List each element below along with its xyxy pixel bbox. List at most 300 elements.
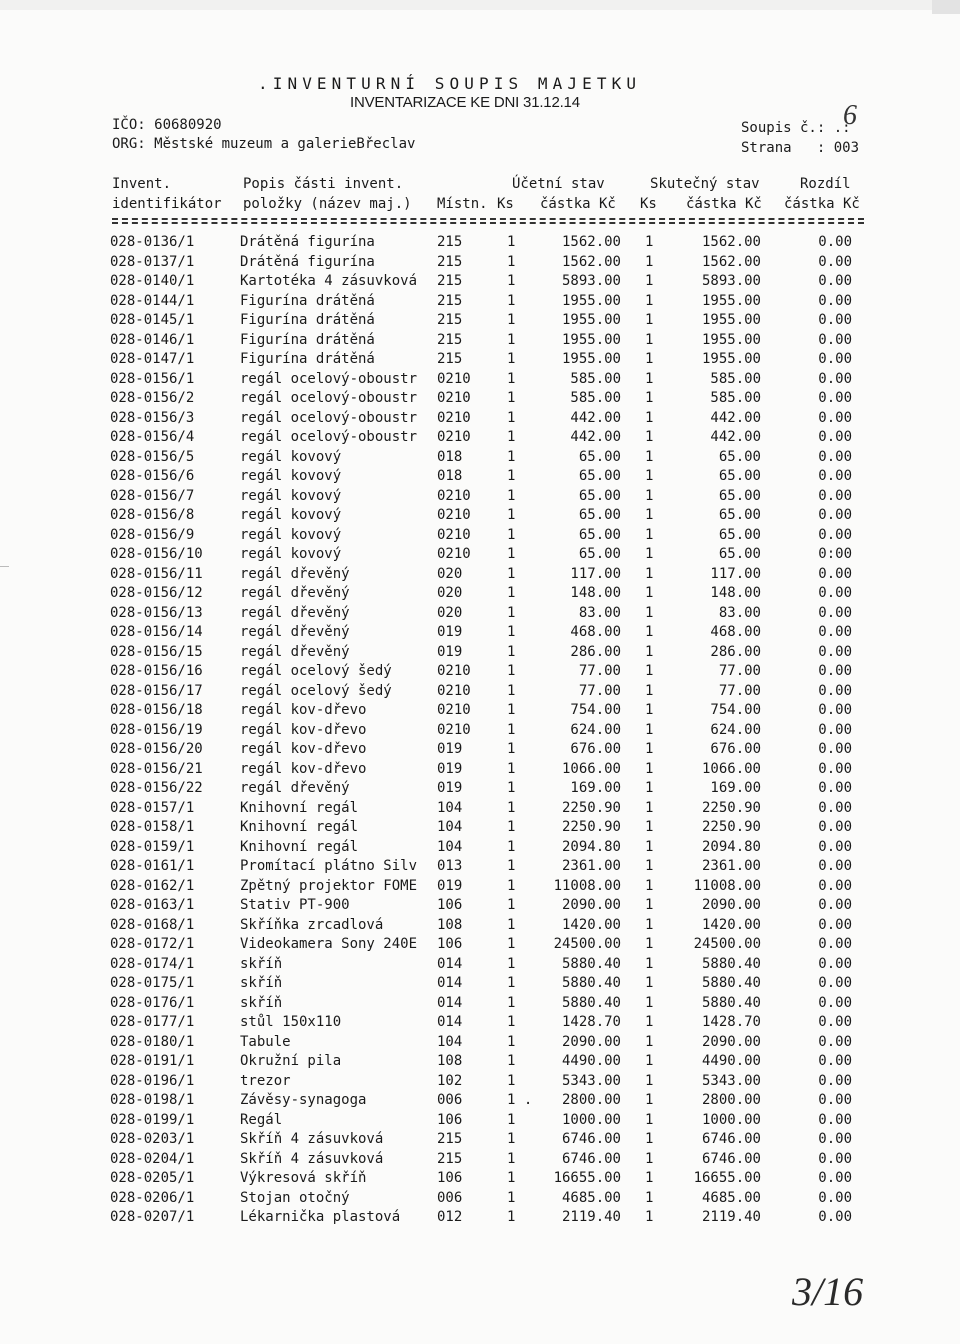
actual-amount-cell: 2361.00 [701,858,761,874]
inventory-id-cell: 028-0157/1 [110,799,195,816]
organization-name: ORG: Městské muzeum a galerieBřeclav [112,136,416,152]
book-qty-cell: 1 [507,1209,516,1225]
actual-amount-cell: 1000.00 [701,1111,761,1128]
table-row [0,292,960,312]
difference-cell: 0.00 [818,780,852,796]
book-amount-cell: 6746.00 [561,1131,621,1147]
actual-qty-cell: 1 [645,955,654,972]
actual-qty-cell: 1 [645,546,654,562]
actual-qty-cell: 1 [645,858,654,874]
book-amount-cell: 676.00 [570,741,621,757]
room-cell: 0210 [437,702,471,718]
actual-qty-cell: 1 [645,760,654,777]
room-cell: 104 [437,819,463,835]
difference-cell: 0.00 [818,565,852,582]
description-cell: Stojan otočný [240,1189,350,1206]
actual-qty-cell: 1 [645,253,654,270]
actual-amount-cell: 5880.40 [701,994,761,1011]
room-cell: 014 [437,975,463,991]
book-qty-cell: 1 [507,526,516,543]
difference-cell: 0.00 [818,643,852,660]
inventory-id-cell: 028-0203/1 [110,1131,195,1147]
difference-cell: 0.00 [818,760,852,777]
actual-amount-cell: 2250.90 [701,799,761,816]
inventory-id-cell: 028-0156/3 [110,409,195,426]
difference-cell: 0.00 [818,429,852,445]
book-qty-cell: 1 [507,838,516,855]
actual-amount-cell: 65.00 [718,448,761,465]
book-amount-cell: 4490.00 [561,1053,621,1069]
actual-amount-cell: 5880.40 [701,955,761,972]
book-qty-cell: 1 [507,507,516,523]
actual-amount-cell: 65.00 [718,546,761,562]
inventory-id-cell: 028-0156/14 [110,624,203,640]
table-row [0,935,960,955]
actual-qty-cell: 1 [645,994,654,1011]
description-cell: regál ocelový-oboustr [240,429,418,445]
inventory-id-cell: 028-0198/1 [110,1092,195,1108]
actual-qty-cell: 1 [645,448,654,465]
book-amount-cell: 468.00 [570,624,621,640]
description-cell: Závěsy-synagoga [240,1092,367,1108]
room-cell: 014 [437,1014,463,1030]
table-row [0,331,960,351]
room-cell: 102 [437,1072,463,1089]
actual-amount-cell: 1420.00 [701,916,761,933]
inventory-id-cell: 028-0176/1 [110,994,195,1011]
inventory-id-cell: 028-0156/12 [110,585,203,601]
actual-amount-cell: 1955.00 [701,312,761,328]
actual-amount-cell: 169.00 [710,780,761,796]
table-row [0,682,960,702]
actual-qty-cell: 1 [645,234,654,250]
book-amount-cell: 2094.80 [561,838,621,855]
book-amount-cell: 148.00 [570,585,621,601]
inventory-id-cell: 028-0136/1 [110,234,195,250]
actual-qty-cell: 1 [645,565,654,582]
inventory-id-cell: 028-0156/10 [110,546,203,562]
book-qty-cell: 1 [507,955,516,972]
difference-cell: 0.00 [818,936,852,952]
table-row [0,799,960,819]
difference-cell: 0.00 [818,1092,852,1108]
book-amount-cell: 1562.00 [561,253,621,270]
table-row [0,721,960,741]
room-cell: 013 [437,858,463,874]
book-amount-cell: 4685.00 [561,1189,621,1206]
inventory-id-cell: 028-0205/1 [110,1170,195,1186]
book-qty-cell: 1 [507,370,516,387]
room-cell: 019 [437,877,463,894]
book-amount-cell: 286.00 [570,643,621,660]
difference-cell: 0.00 [818,955,852,972]
description-cell: trezor [240,1072,291,1089]
inventory-id-cell: 028-0207/1 [110,1209,195,1225]
actual-amount-cell: 2119.40 [701,1209,761,1225]
book-qty-cell: 1 [507,565,516,582]
difference-cell: 0.00 [818,1170,852,1186]
difference-cell: 0:00 [818,546,852,562]
room-cell: 019 [437,741,463,757]
book-qty-cell: 1 [507,1053,516,1069]
room-cell: 215 [437,1131,463,1147]
difference-cell: 0.00 [818,253,852,270]
table-row [0,409,960,429]
description-cell: Videokamera Sony 240E [240,936,418,952]
description-cell: regál ocelový-oboustr [240,370,418,387]
difference-cell: 0.00 [818,877,852,894]
description-cell: Skříňka zrcadlová [240,916,384,933]
inventory-id-cell: 028-0162/1 [110,877,195,894]
actual-amount-cell: 2250.90 [701,819,761,835]
actual-amount-cell: 16655.00 [693,1170,761,1186]
room-cell: 020 [437,565,463,582]
description-cell: Figurína drátěná [240,331,375,348]
table-row [0,350,960,370]
book-qty-cell: 1 [507,1189,516,1206]
difference-cell: 0.00 [818,1014,852,1030]
difference-cell: 0.00 [818,331,852,348]
inventory-id-cell: 028-0145/1 [110,312,195,328]
actual-amount-cell: 1428.70 [701,1014,761,1030]
actual-qty-cell: 1 [645,585,654,601]
book-amount-cell: 65.00 [578,507,621,523]
inventory-id-cell: 028-0156/20 [110,741,203,757]
actual-amount-cell: 83.00 [718,604,761,621]
description-cell: regál ocelový-oboustr [240,409,418,426]
actual-qty-cell: 1 [645,838,654,855]
actual-qty-cell: 1 [645,799,654,816]
room-cell: 215 [437,273,463,289]
room-cell: 104 [437,838,463,855]
difference-cell: 0.00 [818,819,852,835]
table-row [0,1033,960,1053]
difference-cell: 0.00 [818,390,852,406]
actual-amount-cell: 1066.00 [701,760,761,777]
description-cell: regál kov-dřevo [240,721,367,738]
book-amount-cell: 117.00 [570,565,621,582]
book-qty-cell: 1 [507,351,516,367]
inventory-id-cell: 028-0137/1 [110,253,195,270]
description-cell: regál kovový [240,448,342,465]
inventory-id-cell: 028-0140/1 [110,273,195,289]
actual-qty-cell: 1 [645,409,654,426]
actual-qty-cell: 1 [645,877,654,894]
book-qty-cell: 1 [507,741,516,757]
room-cell: 108 [437,1053,463,1069]
book-amount-cell: 754.00 [570,702,621,718]
description-cell: regál kovový [240,468,342,484]
book-qty-cell: 1 [507,273,516,289]
description-cell: regál kovový [240,546,342,562]
difference-cell: 0.00 [818,741,852,757]
description-cell: Promítací plátno Silv [240,858,418,874]
actual-amount-cell: 1955.00 [701,292,761,309]
book-amount-cell: 585.00 [570,390,621,406]
inventory-id-cell: 028-0156/7 [110,487,195,504]
actual-amount-cell: 286.00 [710,643,761,660]
description-cell: Tabule [240,1033,291,1050]
inventory-id-cell: 028-0156/16 [110,663,203,679]
description-cell: Knihovní regál [240,799,359,816]
inventory-id-cell: 028-0174/1 [110,955,195,972]
book-amount-cell: 1955.00 [561,331,621,348]
difference-cell: 0.00 [818,1033,852,1050]
description-cell: regál dřevěný [240,643,350,660]
inventory-id-cell: 028-0156/5 [110,448,195,465]
book-qty-cell: 1 [507,877,516,894]
book-amount-cell: 16655.00 [553,1170,621,1186]
difference-cell: 0.00 [818,487,852,504]
difference-cell: 0.00 [818,975,852,991]
room-cell: 0210 [437,546,471,562]
difference-cell: 0.00 [818,604,852,621]
room-cell: 106 [437,897,463,913]
book-qty-cell: 1 [507,1150,516,1167]
document-title: .INVENTURNÍ SOUPIS MAJETKU [258,74,642,93]
description-cell: regál kovový [240,507,342,523]
book-qty-cell: 1 [507,390,516,406]
room-cell: 019 [437,760,463,777]
col-header-castka-rozdil: částka Kč [784,196,860,212]
actual-amount-cell: 585.00 [710,370,761,387]
difference-cell: 0.00 [818,838,852,855]
book-amount-cell: 5343.00 [561,1072,621,1089]
room-cell: 104 [437,799,463,816]
table-row [0,1208,960,1228]
description-cell: Okružní pila [240,1053,342,1069]
table-row [0,740,960,760]
book-amount-cell: 65.00 [578,448,621,465]
book-qty-cell: 1 [507,409,516,426]
actual-qty-cell: 1 [645,1111,654,1128]
inventory-id-cell: 028-0175/1 [110,975,195,991]
book-amount-cell: 2250.90 [561,799,621,816]
difference-cell: 0.00 [818,682,852,699]
actual-qty-cell: 1 [645,604,654,621]
actual-amount-cell: 117.00 [710,565,761,582]
table-row [0,584,960,604]
book-qty-cell: 1 [507,721,516,738]
inventory-id-cell: 028-0199/1 [110,1111,195,1128]
description-cell: regál kovový [240,526,342,543]
room-cell: 0210 [437,663,471,679]
description-cell: skříň [240,955,283,972]
room-cell: 108 [437,916,463,933]
description-cell: Regál [240,1111,283,1128]
difference-cell: 0.00 [818,721,852,738]
actual-amount-cell: 4490.00 [701,1053,761,1069]
room-cell: 018 [437,448,463,465]
description-cell: Drátěná figurína [240,253,375,270]
room-cell: 020 [437,585,463,601]
table-row [0,1052,960,1072]
actual-qty-cell: 1 [645,370,654,387]
inventory-id-cell: 028-0156/11 [110,565,203,582]
actual-qty-cell: 1 [645,1053,654,1069]
room-cell: 215 [437,253,463,270]
room-cell: 019 [437,780,463,796]
difference-cell: 0.00 [818,1072,852,1089]
table-row [0,604,960,624]
room-cell: 106 [437,1170,463,1186]
inventory-id-cell: 028-0177/1 [110,1014,195,1030]
col-header-identifikator: identifikátor [112,196,222,212]
actual-qty-cell: 1 [645,390,654,406]
book-qty-cell: 1 [507,975,516,991]
actual-amount-cell: 65.00 [718,487,761,504]
book-qty-cell: 1 [507,1072,516,1089]
table-row [0,955,960,975]
room-cell: 012 [437,1209,463,1225]
difference-cell: 0.00 [818,799,852,816]
room-cell: 0210 [437,507,471,523]
room-cell: 0210 [437,682,471,699]
actual-amount-cell: 11008.00 [693,877,761,894]
book-amount-cell: 624.00 [570,721,621,738]
actual-qty-cell: 1 [645,331,654,348]
actual-amount-cell: 2090.00 [701,897,761,913]
actual-amount-cell: 6746.00 [701,1131,761,1147]
table-row [0,662,960,682]
actual-amount-cell: 5893.00 [701,273,761,289]
handwritten-page-count: 3/16 [792,1269,864,1314]
book-qty-cell: 1 [507,331,516,348]
book-amount-cell: 65.00 [578,546,621,562]
difference-cell: 0.00 [818,1189,852,1206]
inventory-id-cell: 028-0156/6 [110,468,195,484]
room-cell: 019 [437,624,463,640]
difference-cell: 0.00 [818,292,852,309]
actual-qty-cell: 1 [645,897,654,913]
inventory-table-body [0,233,960,1228]
actual-qty-cell: 1 [645,1033,654,1050]
room-cell: 0210 [437,487,471,504]
book-amount-cell: 6746.00 [561,1150,621,1167]
actual-amount-cell: 6746.00 [701,1150,761,1167]
actual-amount-cell: 1955.00 [701,331,761,348]
table-row [0,253,960,273]
room-cell: 0210 [437,390,471,406]
col-header-skutecny-stav: Skutečný stav [650,176,760,192]
actual-amount-cell: 468.00 [710,624,761,640]
actual-amount-cell: 5343.00 [701,1072,761,1089]
actual-qty-cell: 1 [645,624,654,640]
description-cell: skříň [240,994,283,1011]
actual-qty-cell: 1 [645,429,654,445]
room-cell: 215 [437,1150,463,1167]
actual-qty-cell: 1 [645,819,654,835]
book-qty-cell: 1 [507,468,516,484]
actual-qty-cell: 1 [645,1150,654,1167]
book-qty-cell: 1 [507,546,516,562]
actual-qty-cell: 1 [645,507,654,523]
col-header-invent: Invent. [112,176,172,192]
room-cell: 106 [437,1111,463,1128]
description-cell: Knihovní regál [240,838,359,855]
document-subtitle: INVENTARIZACE KE DNI 31.12.14 [350,94,580,111]
actual-qty-cell: 1 [645,663,654,679]
inventory-id-cell: 028-0156/22 [110,780,203,796]
table-row [0,974,960,994]
description-cell: Skříň 4 zásuvková [240,1131,384,1147]
actual-amount-cell: 148.00 [710,585,761,601]
book-qty-cell: 1 [507,916,516,933]
inventory-id-cell: 028-0206/1 [110,1189,195,1206]
book-amount-cell: 169.00 [570,780,621,796]
table-row [0,1130,960,1150]
actual-qty-cell: 1 [645,292,654,309]
table-row [0,643,960,663]
description-cell: regál dřevěný [240,565,350,582]
table-row [0,701,960,721]
actual-amount-cell: 1562.00 [701,234,761,250]
scan-corner-shadow [932,0,960,14]
actual-qty-cell: 1 [645,936,654,952]
room-cell: 018 [437,468,463,484]
book-amount-cell: 2119.40 [561,1209,621,1225]
table-row [0,818,960,838]
difference-cell: 0.00 [818,1131,852,1147]
room-cell: 215 [437,312,463,328]
inventory-id-cell: 028-0204/1 [110,1150,195,1167]
table-row [0,857,960,877]
actual-amount-cell: 624.00 [710,721,761,738]
table-row [0,487,960,507]
room-cell: 106 [437,936,463,952]
table-row [0,389,960,409]
book-qty-cell: 1 [507,994,516,1011]
table-row [0,506,960,526]
book-qty-cell: 1 [507,1111,516,1128]
room-cell: 0210 [437,409,471,426]
book-qty-cell: 1 [507,663,516,679]
book-qty-cell: 1 [507,604,516,621]
table-row [0,877,960,897]
actual-qty-cell: 1 [645,1170,654,1186]
difference-cell: 0.00 [818,312,852,328]
actual-amount-cell: 1562.00 [701,253,761,270]
room-cell: 0210 [437,370,471,387]
actual-qty-cell: 1 [645,312,654,328]
col-header-polozky: položky (název maj.) [243,196,412,212]
actual-qty-cell: 1 [645,351,654,367]
inventory-id-cell: 028-0156/18 [110,702,203,718]
book-amount-cell: 2090.00 [561,897,621,913]
difference-cell: 0.00 [818,234,852,250]
book-amount-cell: 2250.90 [561,819,621,835]
actual-amount-cell: 442.00 [710,429,761,445]
book-amount-cell: 1428.70 [561,1014,621,1030]
difference-cell: 0.00 [818,448,852,465]
actual-amount-cell: 65.00 [718,507,761,523]
description-cell: regál dřevěný [240,624,350,640]
difference-cell: 0.00 [818,507,852,523]
actual-qty-cell: 1 [645,1014,654,1030]
inventory-id-cell: 028-0161/1 [110,858,195,874]
table-row [0,1091,960,1111]
book-qty-cell: 1 [507,819,516,835]
table-row [0,1189,960,1209]
book-qty-cell: 1 [507,1014,516,1030]
difference-cell: 0.00 [818,585,852,601]
description-cell: regál dřevěný [240,780,350,796]
book-qty-cell: 1 [507,234,516,250]
table-row [0,272,960,292]
book-amount-cell: 2361.00 [561,858,621,874]
room-cell: 019 [437,643,463,660]
room-cell: 014 [437,994,463,1011]
